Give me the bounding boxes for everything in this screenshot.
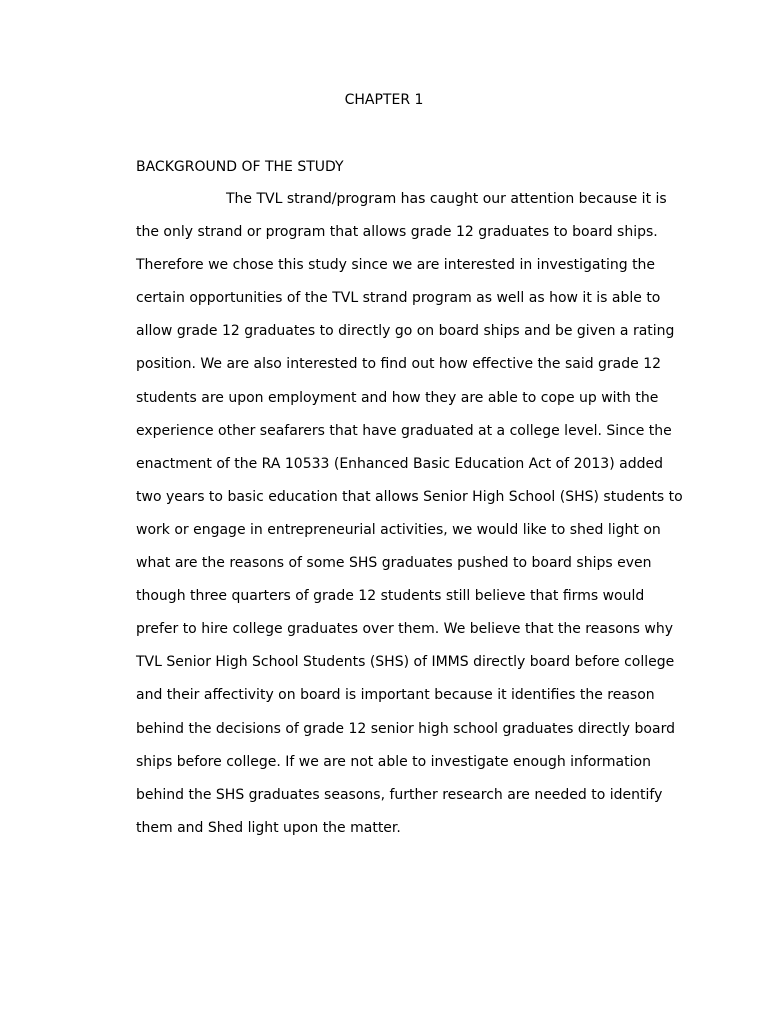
paragraph-line: certain opportunities of the TVL strand program as well as how it is able to xyxy=(136,290,661,307)
paragraph-line: them and Shed light upon the matter. xyxy=(136,819,401,836)
body-paragraph xyxy=(136,183,696,845)
paragraph-line: The TVL strand/program has caught our attention because it is xyxy=(226,191,667,207)
paragraph-line: prefer to hire college graduates over them. We believe that the reasons why xyxy=(136,621,674,638)
paragraph-line: experience other seafarers that have graduated at a college level. Since the xyxy=(136,422,672,439)
paragraph-line: Therefore we chose this study since we are interested in investigating the xyxy=(136,257,656,274)
paragraph-line: and their affectivity on board is important because it identifies the reason xyxy=(136,687,655,704)
section-heading: BACKGROUND OF THE STUDY xyxy=(136,159,344,175)
paragraph-line: enactment of the RA 10533 (Enhanced Basic Education Act of 2013) added xyxy=(136,455,663,472)
paragraph-line: two years to basic education that allows Senior High School (SHS) students to xyxy=(136,488,683,505)
paragraph-line: behind the SHS graduates seasons, further research are needed to identify xyxy=(136,786,663,803)
paragraph-line: TVL Senior High School Students (SHS) of IMMS directly board before college xyxy=(136,654,675,671)
paragraph-line: students are upon employment and how they are able to cope up with the xyxy=(136,389,659,406)
chapter-title: CHAPTER 1 xyxy=(344,92,424,108)
paragraph-line: though three quarters of grade 12 students still believe that firms would xyxy=(136,588,645,605)
paragraph-line: allow grade 12 graduates to directly go on board ships and be given a rating xyxy=(136,323,675,340)
paragraph-line: what are the reasons of some SHS graduates pushed to board ships even xyxy=(136,555,652,572)
paragraph-line: position. We are also interested to find out how effective the said grade 12 xyxy=(136,356,662,373)
paragraph-line: ships before college. If we are not able to investigate enough information xyxy=(136,753,651,770)
paragraph-line: work or engage in entrepreneurial activities, we would like to shed light on xyxy=(136,521,661,538)
paragraph-line: the only strand or program that allows grade 12 graduates to board ships. xyxy=(136,224,658,241)
paragraph-line: behind the decisions of grade 12 senior high school graduates directly board xyxy=(136,720,675,737)
